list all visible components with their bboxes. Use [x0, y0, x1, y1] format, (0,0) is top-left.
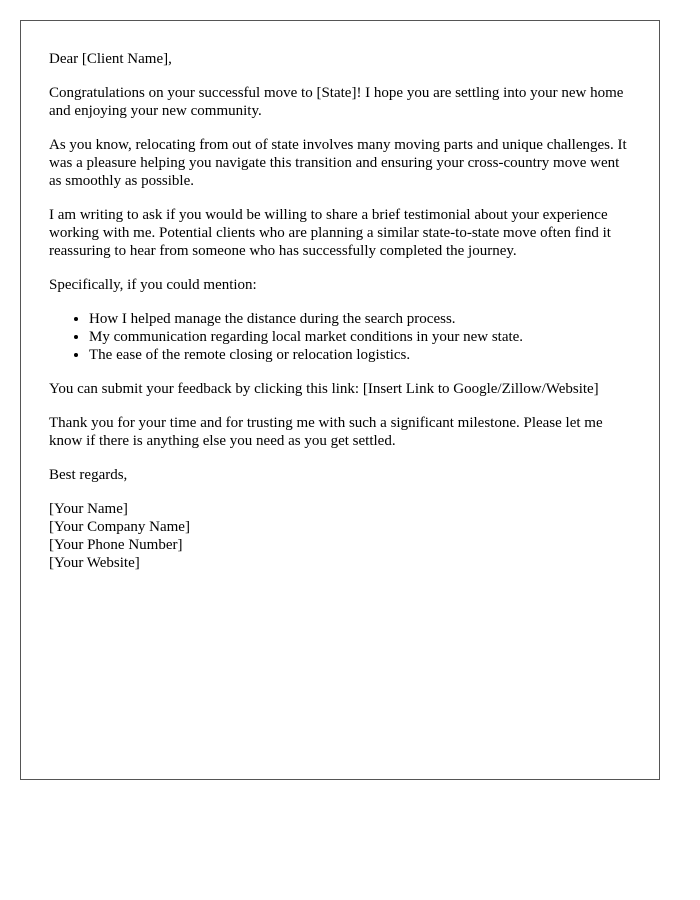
signature-name: [Your Name] [49, 501, 128, 517]
letter-paragraph-thanks: Thank you for your time and for trusting me with such a significant milestone. Please let me know if there is anything else you need as you get settled. [49, 415, 603, 449]
letter-paragraph-relocation: As you know, relocating from out of state involves many moving parts and unique challenges. It was a pleasure helping you navigate this transition and ensuring your cross-country move went as smoothly as possible. [49, 137, 627, 189]
letter-paragraph-intro: Congratulations on your successful move to [State]! I hope you are settling into your new home and enjoying your new community. [49, 85, 624, 119]
signature-phone: [Your Phone Number] [49, 537, 183, 553]
letter-closing: Best regards, [49, 467, 128, 483]
letter-greeting: Dear [Client Name], [49, 51, 172, 67]
letter-paragraph-feedback: You can submit your feedback by clicking this link: [Insert Link to Google/Zillow/Website] [49, 381, 599, 397]
list-item: • How I helped manage the distance during the search process. [89, 310, 631, 328]
letter-paragraph-request: I am writing to ask if you would be willing to share a brief testimonial about your experience working with me. Potential clients who are planning a similar state-to-state move often find it reassuring to hear from someone who has successfully completed the journey. [49, 207, 611, 259]
letter-document [20, 20, 660, 780]
mention-list [49, 310, 631, 364]
signature-website: [Your Website] [49, 555, 140, 571]
list-item: • The ease of the remote closing or relocation logistics. [89, 346, 631, 364]
letter-paragraph-specifics: Specifically, if you could mention: [49, 277, 257, 293]
list-item: • My communication regarding local market conditions in your new state. [89, 328, 631, 346]
signature-company: [Your Company Name] [49, 519, 190, 535]
signature-block [49, 500, 631, 572]
